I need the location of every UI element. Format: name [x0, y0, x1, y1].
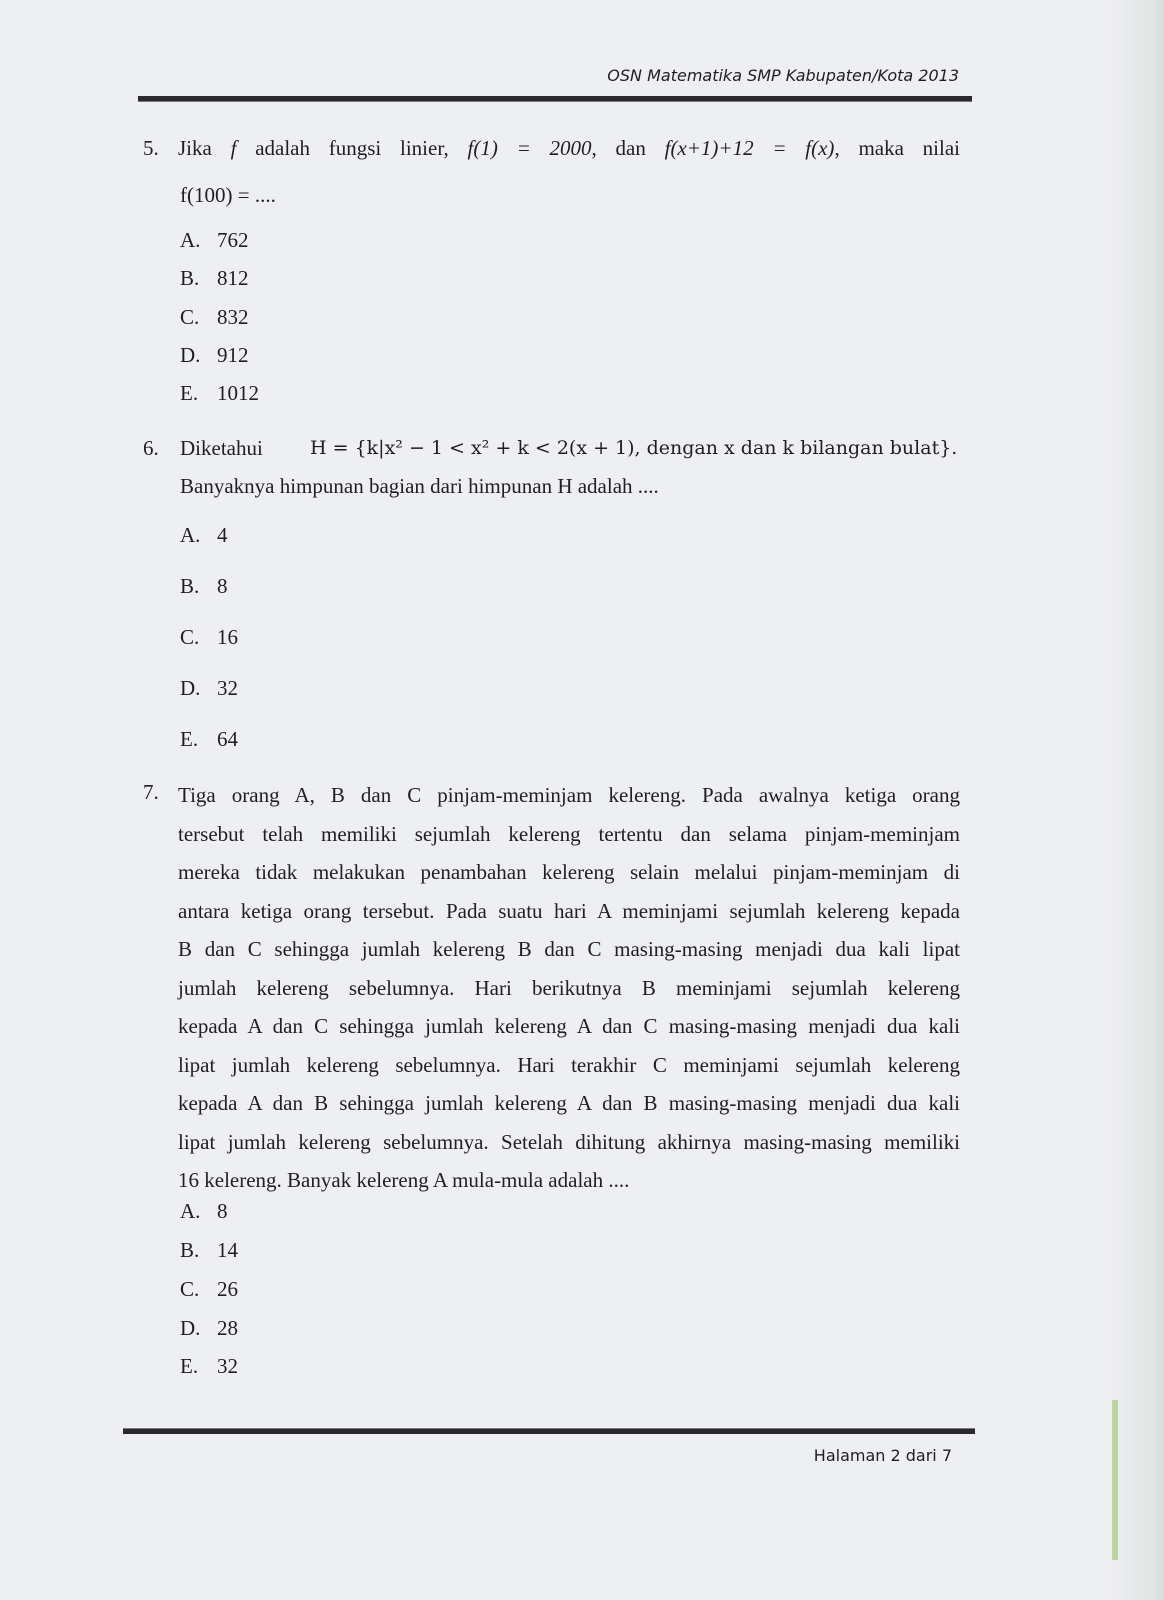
- q5-option: [180, 304, 249, 330]
- q7-stem-line: mereka tidak melakukan penambahan kelereng selain melalui pinjam-meminjam di: [178, 860, 960, 884]
- q6-option: [180, 522, 228, 548]
- option-value: 8: [217, 574, 228, 598]
- q7-stem-line: lipat jumlah kelereng sebelumnya. Setelah dihitung akhirnya masing-masing memiliki: [178, 1129, 960, 1154]
- option-value: 28: [217, 1316, 238, 1340]
- option-value: 912: [217, 343, 249, 367]
- q7-stem-line: B dan C sehingga jumlah kelereng B dan C masing-masing menjadi dua kali lipat: [178, 937, 960, 961]
- option-letter: A.: [180, 228, 201, 252]
- option-letter: B.: [180, 1238, 200, 1262]
- q5-option: [180, 342, 249, 368]
- page-header: OSN Matematika SMP Kabupaten/Kota 2013: [607, 66, 959, 85]
- q5-stem-line2: f(100) = ....: [180, 183, 276, 207]
- option-value: 812: [217, 266, 249, 290]
- option-value: 32: [217, 676, 238, 700]
- header-rule: [138, 96, 972, 102]
- q7-stem-line: Tiga orang A, B dan C pinjam-meminjam kelereng. Pada awalnya ketiga orang: [178, 783, 960, 807]
- option-letter: D.: [180, 343, 201, 367]
- option-letter: A.: [180, 1199, 201, 1223]
- option-value: 26: [217, 1277, 238, 1301]
- q7-stem-line: kepada A dan B sehingga jumlah kelereng A dan B masing-masing menjadi dua kali: [178, 1091, 960, 1115]
- footer-rule: [123, 1428, 975, 1434]
- q7-option: [180, 1276, 238, 1302]
- option-value: 32: [217, 1354, 238, 1378]
- q5-option: [180, 227, 249, 253]
- scan-artifact: [1112, 1400, 1118, 1560]
- q5-number: 5.: [143, 136, 159, 160]
- q6-option: [180, 675, 238, 701]
- q6-option: [180, 573, 228, 599]
- option-value: 64: [217, 727, 238, 751]
- option-letter: A.: [180, 523, 201, 547]
- q7-option: [180, 1315, 238, 1341]
- option-letter: E.: [180, 727, 199, 751]
- option-value: 14: [217, 1238, 238, 1262]
- q5-stem: Jika f adalah fungsi linier, f(1) = 2000, dan f(x+1)+12 = f(x), maka nilai: [178, 136, 961, 160]
- q5-option: [180, 380, 259, 406]
- option-letter: C.: [180, 305, 200, 329]
- q6-lead: Diketahui: [180, 436, 263, 460]
- q7-option: [180, 1237, 238, 1263]
- q6-stem-line2: Banyaknya himpunan bagian dari himpunan H adalah ....: [180, 474, 659, 498]
- option-value: 832: [217, 305, 249, 329]
- q7-number: 7.: [143, 780, 159, 804]
- q7-stem-line: kepada A dan C sehingga jumlah kelereng A dan C masing-masing menjadi dua kali: [178, 1014, 960, 1038]
- q7-option: [180, 1198, 228, 1224]
- q6-set-formula: H = {k|x² − 1 < x² + k < 2(x + 1), dengan x dan k bilangan bulat}.: [310, 437, 958, 459]
- q7-stem-line: tersebut telah memiliki sejumlah kelereng tertentu dan selama pinjam-meminjam: [178, 821, 960, 846]
- option-letter: E.: [180, 1354, 199, 1378]
- option-letter: C.: [180, 1277, 200, 1301]
- option-letter: D.: [180, 676, 201, 700]
- option-value: 4: [217, 523, 228, 547]
- q6-option: [180, 624, 238, 650]
- q7-stem-line: 16 kelereng. Banyak kelereng A mula-mula adalah ....: [178, 1168, 630, 1192]
- option-letter: B.: [180, 574, 200, 598]
- q7-stem-line: antara ketiga orang tersebut. Pada suatu hari A meminjami sejumlah kelereng kepada: [178, 898, 960, 923]
- q5-option: [180, 265, 249, 291]
- q6-option: [180, 726, 238, 752]
- option-value: 16: [217, 625, 238, 649]
- q7-stem-line: lipat jumlah kelereng sebelumnya. Hari terakhir C meminjami sejumlah kelereng: [178, 1052, 960, 1077]
- page-number: Halaman 2 dari 7: [813, 1446, 952, 1465]
- option-letter: D.: [180, 1316, 201, 1340]
- option-letter: C.: [180, 625, 200, 649]
- q7-option: [180, 1353, 238, 1379]
- scan-edge: [1104, 0, 1164, 1600]
- option-value: 8: [217, 1199, 228, 1223]
- option-value: 1012: [217, 381, 259, 405]
- q6-number: 6.: [143, 436, 159, 460]
- option-value: 762: [217, 228, 249, 252]
- option-letter: B.: [180, 266, 200, 290]
- option-letter: E.: [180, 381, 199, 405]
- q7-stem-line: jumlah kelereng sebelumnya. Hari berikutnya B meminjami sejumlah kelereng: [178, 975, 960, 1000]
